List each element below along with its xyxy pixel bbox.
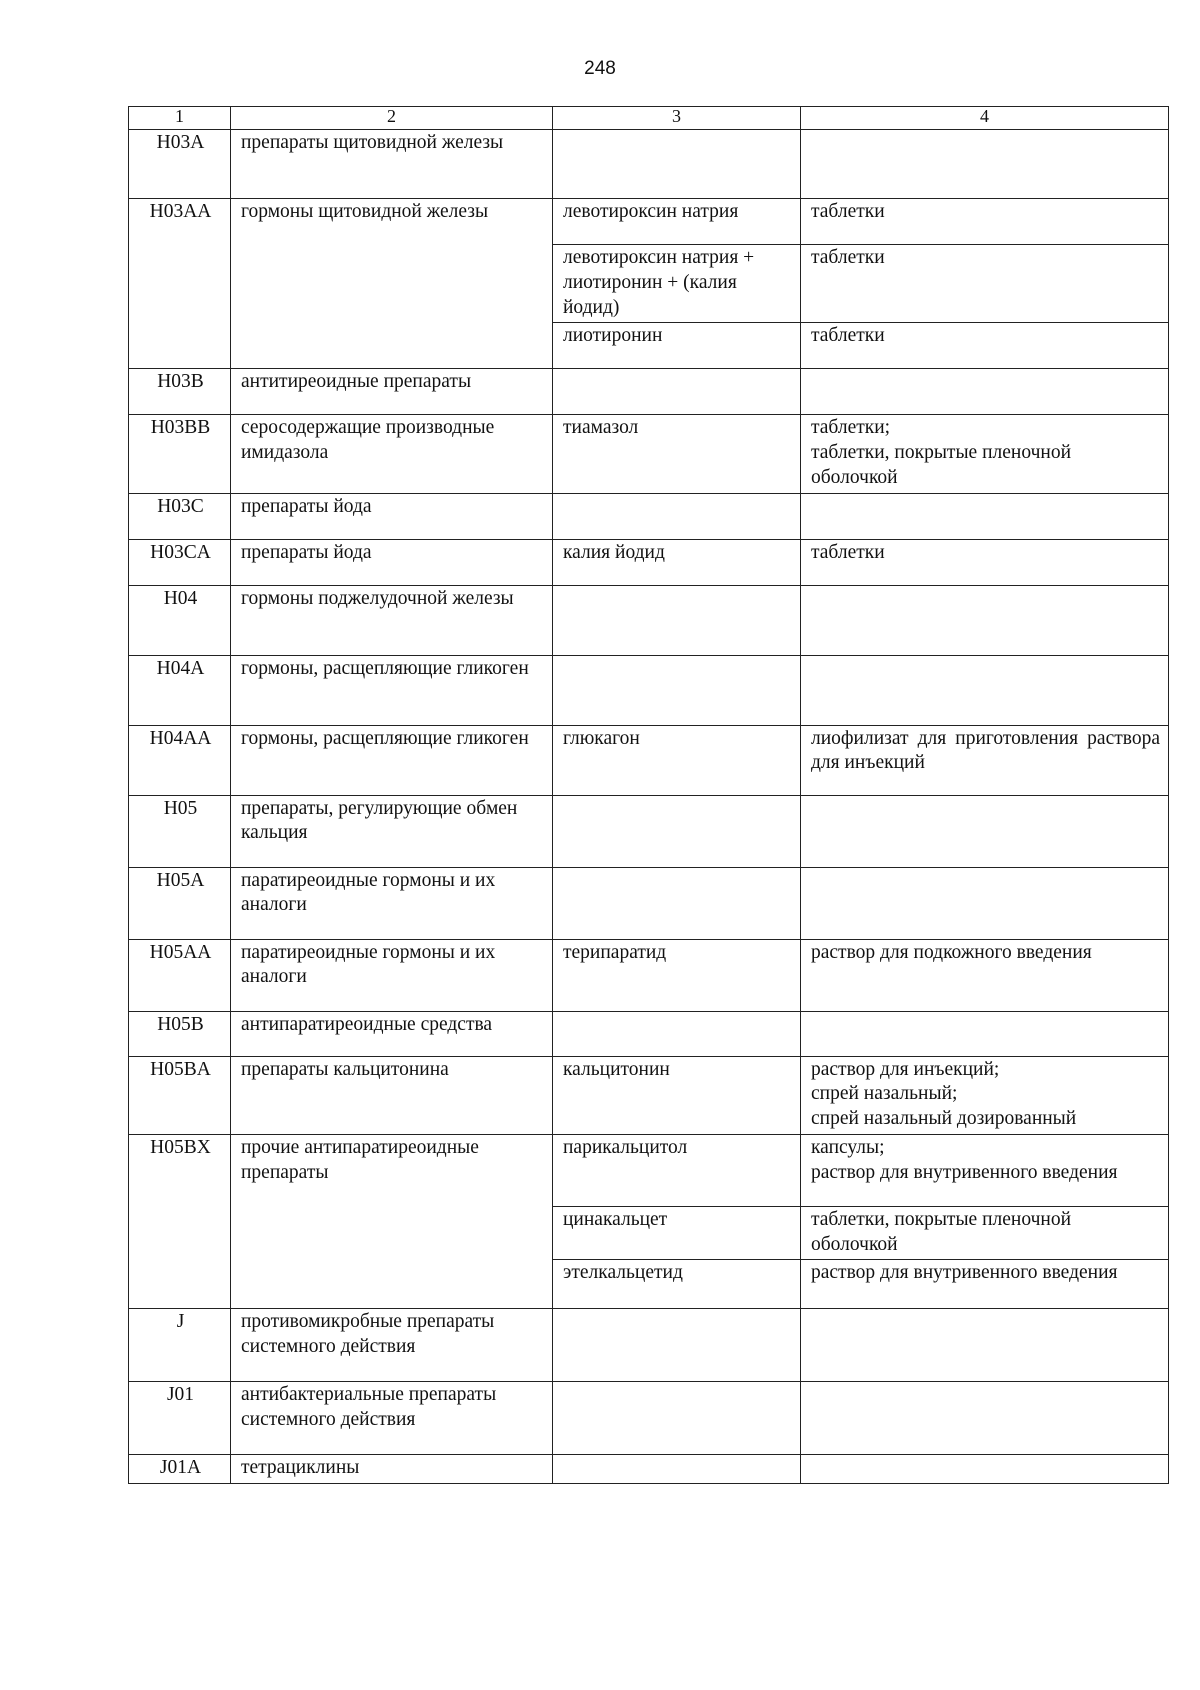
dosage-form-cell: раствор для внутривенного введения [801, 1260, 1169, 1309]
table-row [129, 1011, 1169, 1056]
atc-code-cell: H03AA [129, 199, 231, 369]
dosage-form-cell [801, 1011, 1169, 1056]
table-row [129, 199, 1169, 245]
atc-code-cell: H05BX [129, 1134, 231, 1309]
dosage-form-cell [801, 795, 1169, 867]
group-name-cell: паратиреоидные гормоны и их аналоги [231, 867, 553, 939]
atc-code-cell: H05AA [129, 939, 231, 1011]
group-name-cell: антитиреоидные препараты [231, 369, 553, 415]
dosage-form-cell: раствор для подкожного введения [801, 939, 1169, 1011]
drug-name-cell: глюкагон [553, 725, 801, 795]
atc-code-cell: H05B [129, 1011, 231, 1056]
atc-code-cell: H04A [129, 655, 231, 725]
dosage-form-cell [801, 493, 1169, 539]
drug-name-cell: левотироксин натрия + лиотиронин + (калия йодид) [553, 245, 801, 323]
table-row [129, 725, 1169, 795]
drug-name-cell [553, 795, 801, 867]
table-row [129, 1455, 1169, 1484]
group-name-cell: препараты кальцитонина [231, 1056, 553, 1134]
dosage-form-cell: таблетки [801, 323, 1169, 369]
table-row [129, 415, 1169, 493]
table-row [129, 655, 1169, 725]
dosage-form-cell [801, 1134, 1169, 1206]
table-row [129, 130, 1169, 199]
atc-code-cell: J01 [129, 1382, 231, 1455]
drug-name-cell: терипаратид [553, 939, 801, 1011]
atc-code-cell: J01A [129, 1455, 231, 1484]
group-name-cell: тетрациклины [231, 1455, 553, 1484]
dosage-form-cell [801, 867, 1169, 939]
group-name-cell: препараты, регулирующие обмен кальция [231, 795, 553, 867]
dosage-form-line: раствор для внутривенного введения [811, 1161, 1118, 1183]
group-name-cell: паратиреоидные гормоны и их аналоги [231, 939, 553, 1011]
table-row [129, 1134, 1169, 1206]
dosage-form-cell [801, 1455, 1169, 1484]
table-row [129, 939, 1169, 1011]
drug-name-cell [553, 130, 801, 199]
group-name-cell: препараты щитовидной железы [231, 130, 553, 199]
table-row [129, 1309, 1169, 1382]
drug-name-cell: тиамазол [553, 415, 801, 493]
atc-code-cell: J [129, 1309, 231, 1382]
dosage-form-line: таблетки, покрытые пленочной оболочкой [811, 442, 1072, 488]
atc-code-cell: H05A [129, 867, 231, 939]
table-header-row [129, 107, 1169, 130]
group-name-cell: препараты йода [231, 493, 553, 539]
drug-name-cell: цинакальцет [553, 1206, 801, 1260]
atc-code-cell: H04AA [129, 725, 231, 795]
drug-name-cell: калия йодид [553, 539, 801, 585]
atc-code-cell: H05BA [129, 1056, 231, 1134]
table-row [129, 1382, 1169, 1455]
group-name-cell: антипаратиреоидные средства [231, 1011, 553, 1056]
dosage-form-cell: лиофилизат для приготовления раствора для инъекций [801, 725, 1169, 795]
table-row [129, 369, 1169, 415]
drug-name-cell [553, 369, 801, 415]
dosage-form-line: спрей назальный; [811, 1083, 958, 1105]
table-row [129, 585, 1169, 655]
drug-name-cell [553, 493, 801, 539]
group-name-cell: противомикробные препараты системного действия [231, 1309, 553, 1382]
atc-drug-table [128, 106, 1169, 1484]
dosage-form-cell [801, 369, 1169, 415]
drug-name-cell [553, 1382, 801, 1455]
dosage-form-cell: таблетки [801, 199, 1169, 245]
column-header-2: 2 [231, 107, 553, 130]
drug-name-cell [553, 867, 801, 939]
atc-code-cell: H03BB [129, 415, 231, 493]
group-name-cell: гормоны щитовидной железы [231, 199, 553, 369]
dosage-form-cell [801, 415, 1169, 493]
drug-name-cell [553, 1309, 801, 1382]
dosage-form-cell [801, 1056, 1169, 1134]
table-row [129, 1056, 1169, 1134]
drug-name-cell: этелкальцетид [553, 1260, 801, 1309]
group-name-cell: серосодержащие производные имидазола [231, 415, 553, 493]
group-name-cell: антибактериальные препараты системного действия [231, 1382, 553, 1455]
drug-name-cell [553, 1011, 801, 1056]
atc-code-cell: H03CA [129, 539, 231, 585]
dosage-form-line: капсулы; [811, 1136, 885, 1158]
column-header-4: 4 [801, 107, 1169, 130]
dosage-form-cell: таблетки, покрытые пленочной оболочкой [801, 1206, 1169, 1260]
group-name-cell: гормоны, расщепляющие гликоген [231, 655, 553, 725]
atc-code-cell: H03C [129, 493, 231, 539]
atc-code-cell: H04 [129, 585, 231, 655]
dosage-form-cell [801, 585, 1169, 655]
dosage-form-cell: таблетки [801, 245, 1169, 323]
column-header-3: 3 [553, 107, 801, 130]
dosage-form-cell [801, 1309, 1169, 1382]
table-row [129, 795, 1169, 867]
drug-name-cell: кальцитонин [553, 1056, 801, 1134]
table-row [129, 867, 1169, 939]
atc-code-cell: H03B [129, 369, 231, 415]
dosage-form-cell [801, 655, 1169, 725]
dosage-form-cell [801, 1382, 1169, 1455]
dosage-form-cell [801, 130, 1169, 199]
group-name-cell: прочие антипаратиреоидные препараты [231, 1134, 553, 1309]
group-name-cell: гормоны, расщепляющие гликоген [231, 725, 553, 795]
dosage-form-line: таблетки; [811, 417, 891, 439]
table-row [129, 493, 1169, 539]
group-name-cell: гормоны поджелудочной железы [231, 585, 553, 655]
column-header-1: 1 [129, 107, 231, 130]
drug-name-cell: парикальцитол [553, 1134, 801, 1206]
table-row [129, 539, 1169, 585]
page-number: 248 [584, 58, 616, 79]
drug-name-cell: лиотиронин [553, 323, 801, 369]
group-name-cell: препараты йода [231, 539, 553, 585]
dosage-form-line: раствор для инъекций; [811, 1058, 1000, 1080]
drug-name-cell [553, 585, 801, 655]
drug-name-cell [553, 1455, 801, 1484]
atc-code-cell: H05 [129, 795, 231, 867]
atc-code-cell: H03A [129, 130, 231, 199]
drug-name-cell [553, 655, 801, 725]
drug-name-cell: левотироксин натрия [553, 199, 801, 245]
dosage-form-line: спрей назальный дозированный [811, 1108, 1077, 1129]
dosage-form-cell: таблетки [801, 539, 1169, 585]
